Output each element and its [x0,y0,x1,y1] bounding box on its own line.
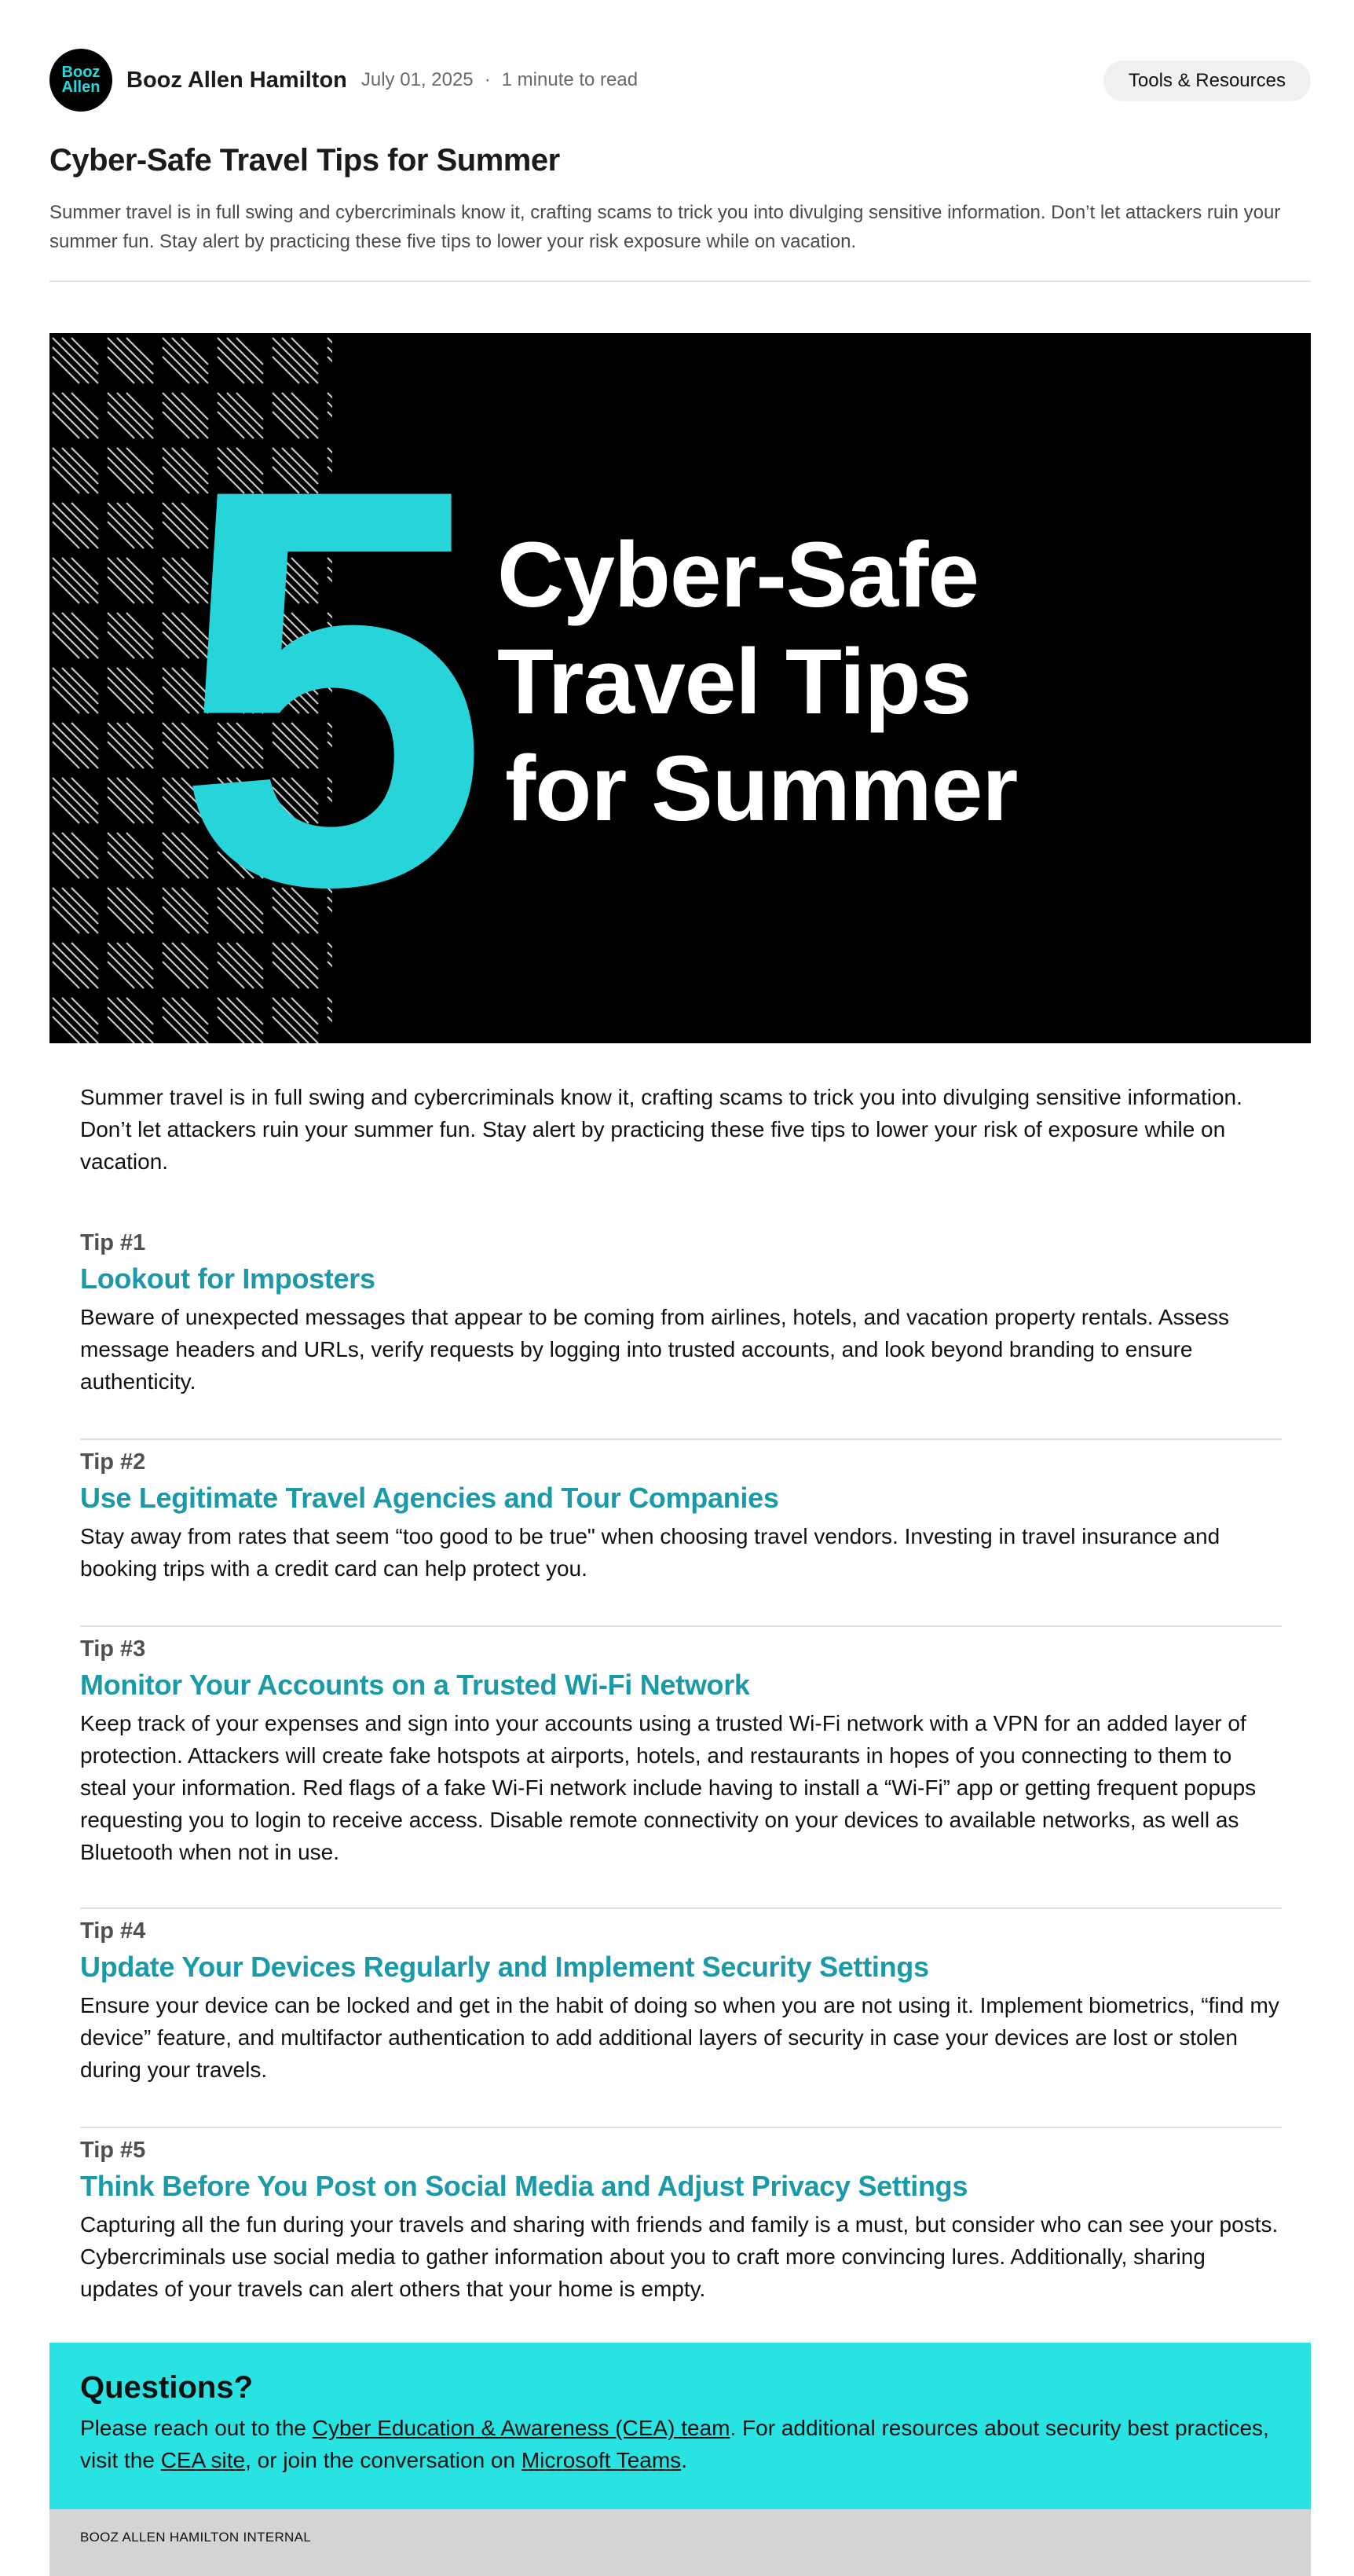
tip-1 [80,1229,1282,1398]
booz-allen-logo[interactable] [49,49,112,112]
tip-divider [80,1438,1282,1440]
cea-team-link[interactable]: Cyber Education & Awareness (CEA) team [312,2416,730,2440]
logo-line-1: Booz [61,64,101,81]
tip-body: Ensure your device can be locked and get in the habit of doing so when you are not using it. Implement biometrics, “find my device” feature, and multifactor authentication to add additional layers of security in case your devices are lost or stolen during your travels. [80,1993,1279,2082]
hero-line-2: Travel Tips [497,630,972,734]
hero-line-1: Cyber-Safe [497,523,979,627]
meta-separator: · [484,69,491,90]
logo-line-2: Allen [61,79,101,96]
tip-divider [80,2127,1282,2128]
tip-body: Capturing all the fun during your travels and sharing with friends and family is a must, but consider who can see your posts. Cybercriminals use social media to gather information about you to craft more convincing lures. Additionally, sharing updates of your travels can alert others that your home is empty. [80,2212,1279,2301]
microsoft-teams-link[interactable]: Microsoft Teams [521,2448,682,2472]
hero-headline [497,522,1017,842]
tip-divider [80,1625,1282,1627]
category-tag[interactable]: Tools & Resources [1103,60,1311,101]
questions-body [80,2412,1280,2476]
cea-site-link[interactable]: CEA site [160,2448,246,2472]
tip-title: Use Legitimate Travel Agencies and Tour Companies [80,1482,779,1514]
tip-3 [80,1635,1282,1868]
tip-title: Update Your Devices Regularly and Implement Security Settings [80,1951,929,1983]
questions-callout [49,2343,1311,2509]
tip-4 [80,1917,1282,2086]
article-header [49,49,1311,112]
tip-number: Tip #5 [80,2138,146,2163]
tip-2 [80,1448,1282,1585]
tip-body: Beware of unexpected messages that appear to be coming from airlines, hotels, and vacation property rentals. Assess message headers and URLs, verify requests by logging into trusted accounts, and look beyond branding to ensure authenticity. [80,1305,1230,1394]
article-summary: Summer travel is in full swing and cybercriminals know it, crafting scams to trick you into divulging sensitive information. Don’t let attackers ruin your summer fun. Stay alert by practicing these five tips to lower your risk exposure while on vacation. [49,202,1281,252]
read-time: 1 minute to read [501,69,639,90]
tip-number: Tip #1 [80,1230,146,1255]
svg-text:5: 5 [175,371,490,1003]
questions-text: . [681,2448,687,2472]
intro-paragraph: Summer travel is in full swing and cybercriminals know it, crafting scams to trick you into divulging sensitive information. Don’t let attackers ruin your summer fun. Stay alert by practicing these five tips to lower your risk of exposure while on vacation. [80,1085,1242,1174]
tip-number: Tip #4 [80,1918,146,1944]
tip-divider [80,1907,1282,1909]
tip-5 [80,2136,1282,2305]
hero-line-3: for Summer [505,737,1018,841]
tip-title: Monitor Your Accounts on a Trusted Wi-Fi Network [80,1669,750,1701]
tip-title: Think Before You Post on Social Media and Adjust Privacy Settings [80,2170,968,2202]
article-meta [361,69,638,91]
header-divider [49,280,1311,282]
questions-text: . For additional resources about security best practices, visit the [80,2416,1269,2472]
tip-body: Stay away from rates that seem “too good to be true" when choosing travel vendors. Investing in travel insurance and booking trips with a credit card can help protect you. [80,1524,1220,1581]
classification-footer: BOOZ ALLEN HAMILTON INTERNAL [49,2509,1311,2576]
questions-title: Questions? [80,2370,254,2405]
publish-date: July 01, 2025 [360,69,474,90]
tip-body: Keep track of your expenses and sign into your accounts using a trusted Wi-Fi network with a VPN for an added layer of protection. Attackers will create fake hotspots at airports, hotels, and restaurants in hopes of you connecting to them to steal your information. Red flags of a fake Wi-Fi network include having to install a “Wi-Fi” app or getting frequent popups requesting you to login to receive access. Disable remote connectivity on your devices to available networks, as well as Bluetooth when not in use. [80,1711,1257,1864]
tip-number: Tip #2 [80,1449,146,1475]
article-title: Cyber-Safe Travel Tips for Summer [49,143,560,178]
tip-number: Tip #3 [80,1636,146,1662]
author-name[interactable]: Booz Allen Hamilton [126,67,347,93]
numeral-five [175,371,489,1003]
questions-text: , or join the conversation on [245,2448,521,2472]
questions-text: Please reach out to the [80,2416,313,2440]
tip-title: Lookout for Imposters [80,1262,375,1295]
hero-banner [49,333,1311,1043]
